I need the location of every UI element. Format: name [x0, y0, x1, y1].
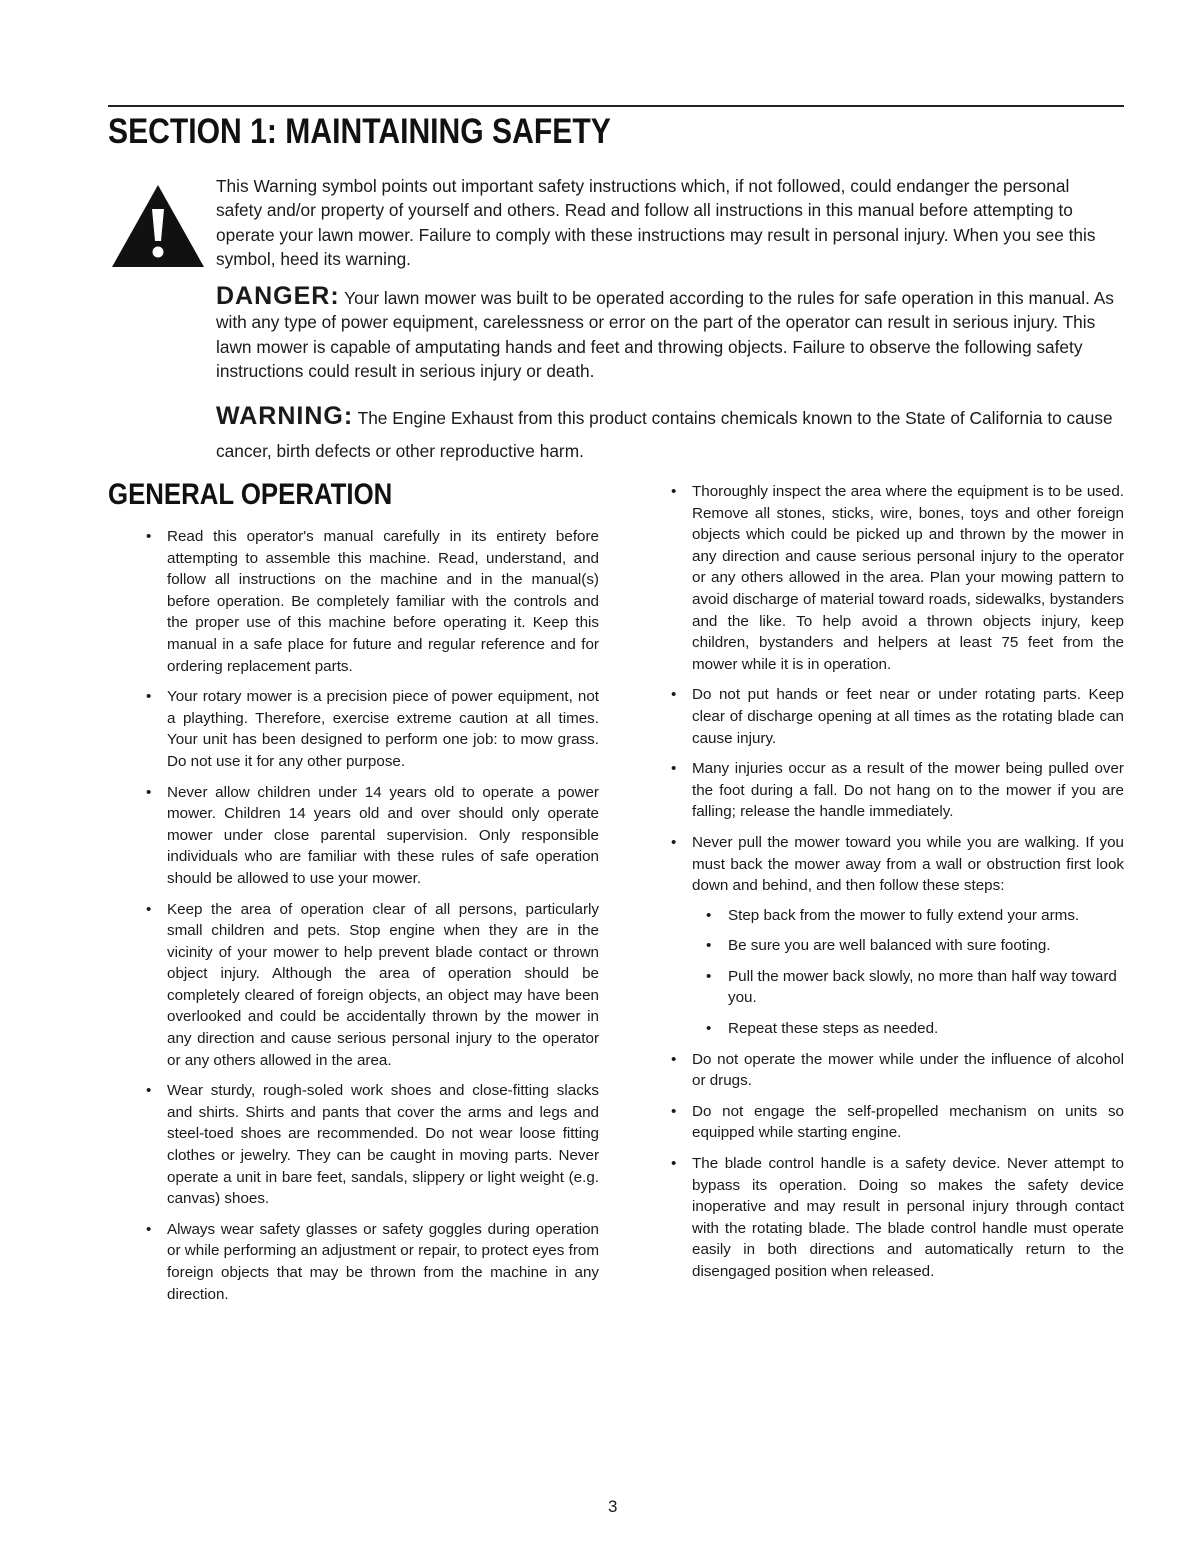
list-item: • Your rotary mower is a precision piece of power equipment, not a plaything. Therefore, exercise extreme caution at all times. Your unit has been designed to perform one job: to mow grass. Do not use it for any other purpose. [167, 686, 599, 772]
list-item: • The blade control handle is a safety device. Never attempt to bypass its operation. Doing so makes the safety device inoperative and may result in personal injury through contact with the rotating blade. The blade control handle must operate easily in both directions and automatically return to the disengaged position when released. [692, 1153, 1124, 1283]
list-item: • Wear sturdy, rough-soled work shoes and close-fitting slacks and shirts. Shirts and pants that cover the arms and legs and steel-toed shoes are recommended. Do not wear loose fitting clothes or jewelry. They can be caught in moving parts. Never operate a unit in bare feet, sandals, slippery or light weight (e.g. canvas) shoes. [167, 1080, 599, 1210]
list-item: • Do not engage the self-propelled mechanism on units so equipped while starting engine. [692, 1101, 1124, 1144]
step-item: • Be sure you are well balanced with sure footing. [692, 935, 1124, 957]
list-item: • Many injuries occur as a result of the mower being pulled over the foot during a fall. Do not hang on to the mower if you are falling; release the handle immediately. [692, 758, 1124, 823]
warning-triangle-icon [110, 183, 206, 269]
list-item: • Keep the area of operation clear of all persons, particularly small children and pets. Stop engine when they are in the vicinity of your mower to help prevent blade contact or thrown object injury. Although the area of operation should be completely cleared of foreign objects, an object may have been overlooked and could be accidentally thrown by the mower in any direction and cause serious personal injury to the operator or any others allowed in the area. [167, 899, 599, 1072]
danger-label: DANGER: [216, 282, 340, 310]
warning-notice [216, 400, 1121, 468]
step-item: • Pull the mower back slowly, no more than half way toward you. [692, 966, 1124, 1009]
warning-label: WARNING: [216, 402, 354, 430]
general-operation-right-list [692, 481, 1124, 1292]
section-title: SECTION 1: MAINTAINING SAFETY [108, 112, 611, 151]
backing-steps-list [692, 905, 1124, 1040]
backing-intro: Never pull the mower toward you while you are walking. If you must back the mower away from a wall or obstruction first look down and behind, and then follow these steps: [692, 833, 1124, 895]
list-item: • Read this operator's manual carefully in its entirety before attempting to assemble this machine. Read, understand, and follow all instructions on the machine and in the manual(s) before operation. Be completely familiar with the controls and the proper use of this machine before operating it. Keep this manual in a safe place for future and regular reference and for ordering replacement parts. [167, 526, 599, 677]
step-item: • Repeat these steps as needed. [692, 1018, 1124, 1040]
page-number: 3 [608, 1497, 618, 1516]
danger-text: Your lawn mower was built to be operated according to the rules for safe operation in this manual. As with any type of power equipment, carelessness or error on the part of the operator can result in serious injury. This lawn mower is capable of amputating hands and feet and throwing objects. Failure to observe the following safety instructions could result in serious injury or death. [216, 288, 1114, 382]
warning-symbol-intro: This Warning symbol points out important safety instructions which, if not followed, could endanger the personal safety and/or property of yourself and others. Read and follow all instructions in this manual before attempting to operate your lawn mower. Failure to comply with these instructions may result in personal injury. When you see this symbol, heed its warning. [216, 176, 1096, 270]
step-item: • Step back from the mower to fully extend your arms. [692, 905, 1124, 927]
list-item: • Never allow children under 14 years old to operate a power mower. Children 14 years old and over should only operate mower under close parental supervision. Only responsible individuals who are familiar with these rules of safe operation should be allowed to use your mower. [167, 782, 599, 890]
list-item: • Do not put hands or feet near or under rotating parts. Keep clear of discharge opening at all times as the rotating blade can cause injury. [692, 684, 1124, 749]
general-operation-left-list [167, 526, 599, 1314]
list-item: • Do not operate the mower while under the influence of alcohol or drugs. [692, 1049, 1124, 1092]
list-item: • Always wear safety glasses or safety goggles during operation or while performing an adjustment or repair, to protect eyes from foreign objects that may be thrown from the machine in any direction. [167, 1219, 599, 1305]
list-item-backing [692, 832, 1124, 1040]
danger-notice [216, 284, 1121, 384]
list-item: • Thoroughly inspect the area where the equipment is to be used. Remove all stones, sticks, wire, bones, toys and other foreign objects which could be picked up and thrown by the mower in any direction and cause serious personal injury to the operator or any others allowed in the area. Plan your mowing pattern to avoid discharge of material toward roads, sidewalks, bystanders and the like. To help avoid a thrown objects injury, keep children, bystanders and helpers at least 75 feet from the mower while it is in operation. [692, 481, 1124, 675]
top-rule [108, 105, 1124, 107]
general-operation-title: GENERAL OPERATION [108, 478, 393, 511]
warning-text: The Engine Exhaust from this product contains chemicals known to the State of California to cause cancer, birth defects or other reproductive harm. [216, 408, 1113, 461]
